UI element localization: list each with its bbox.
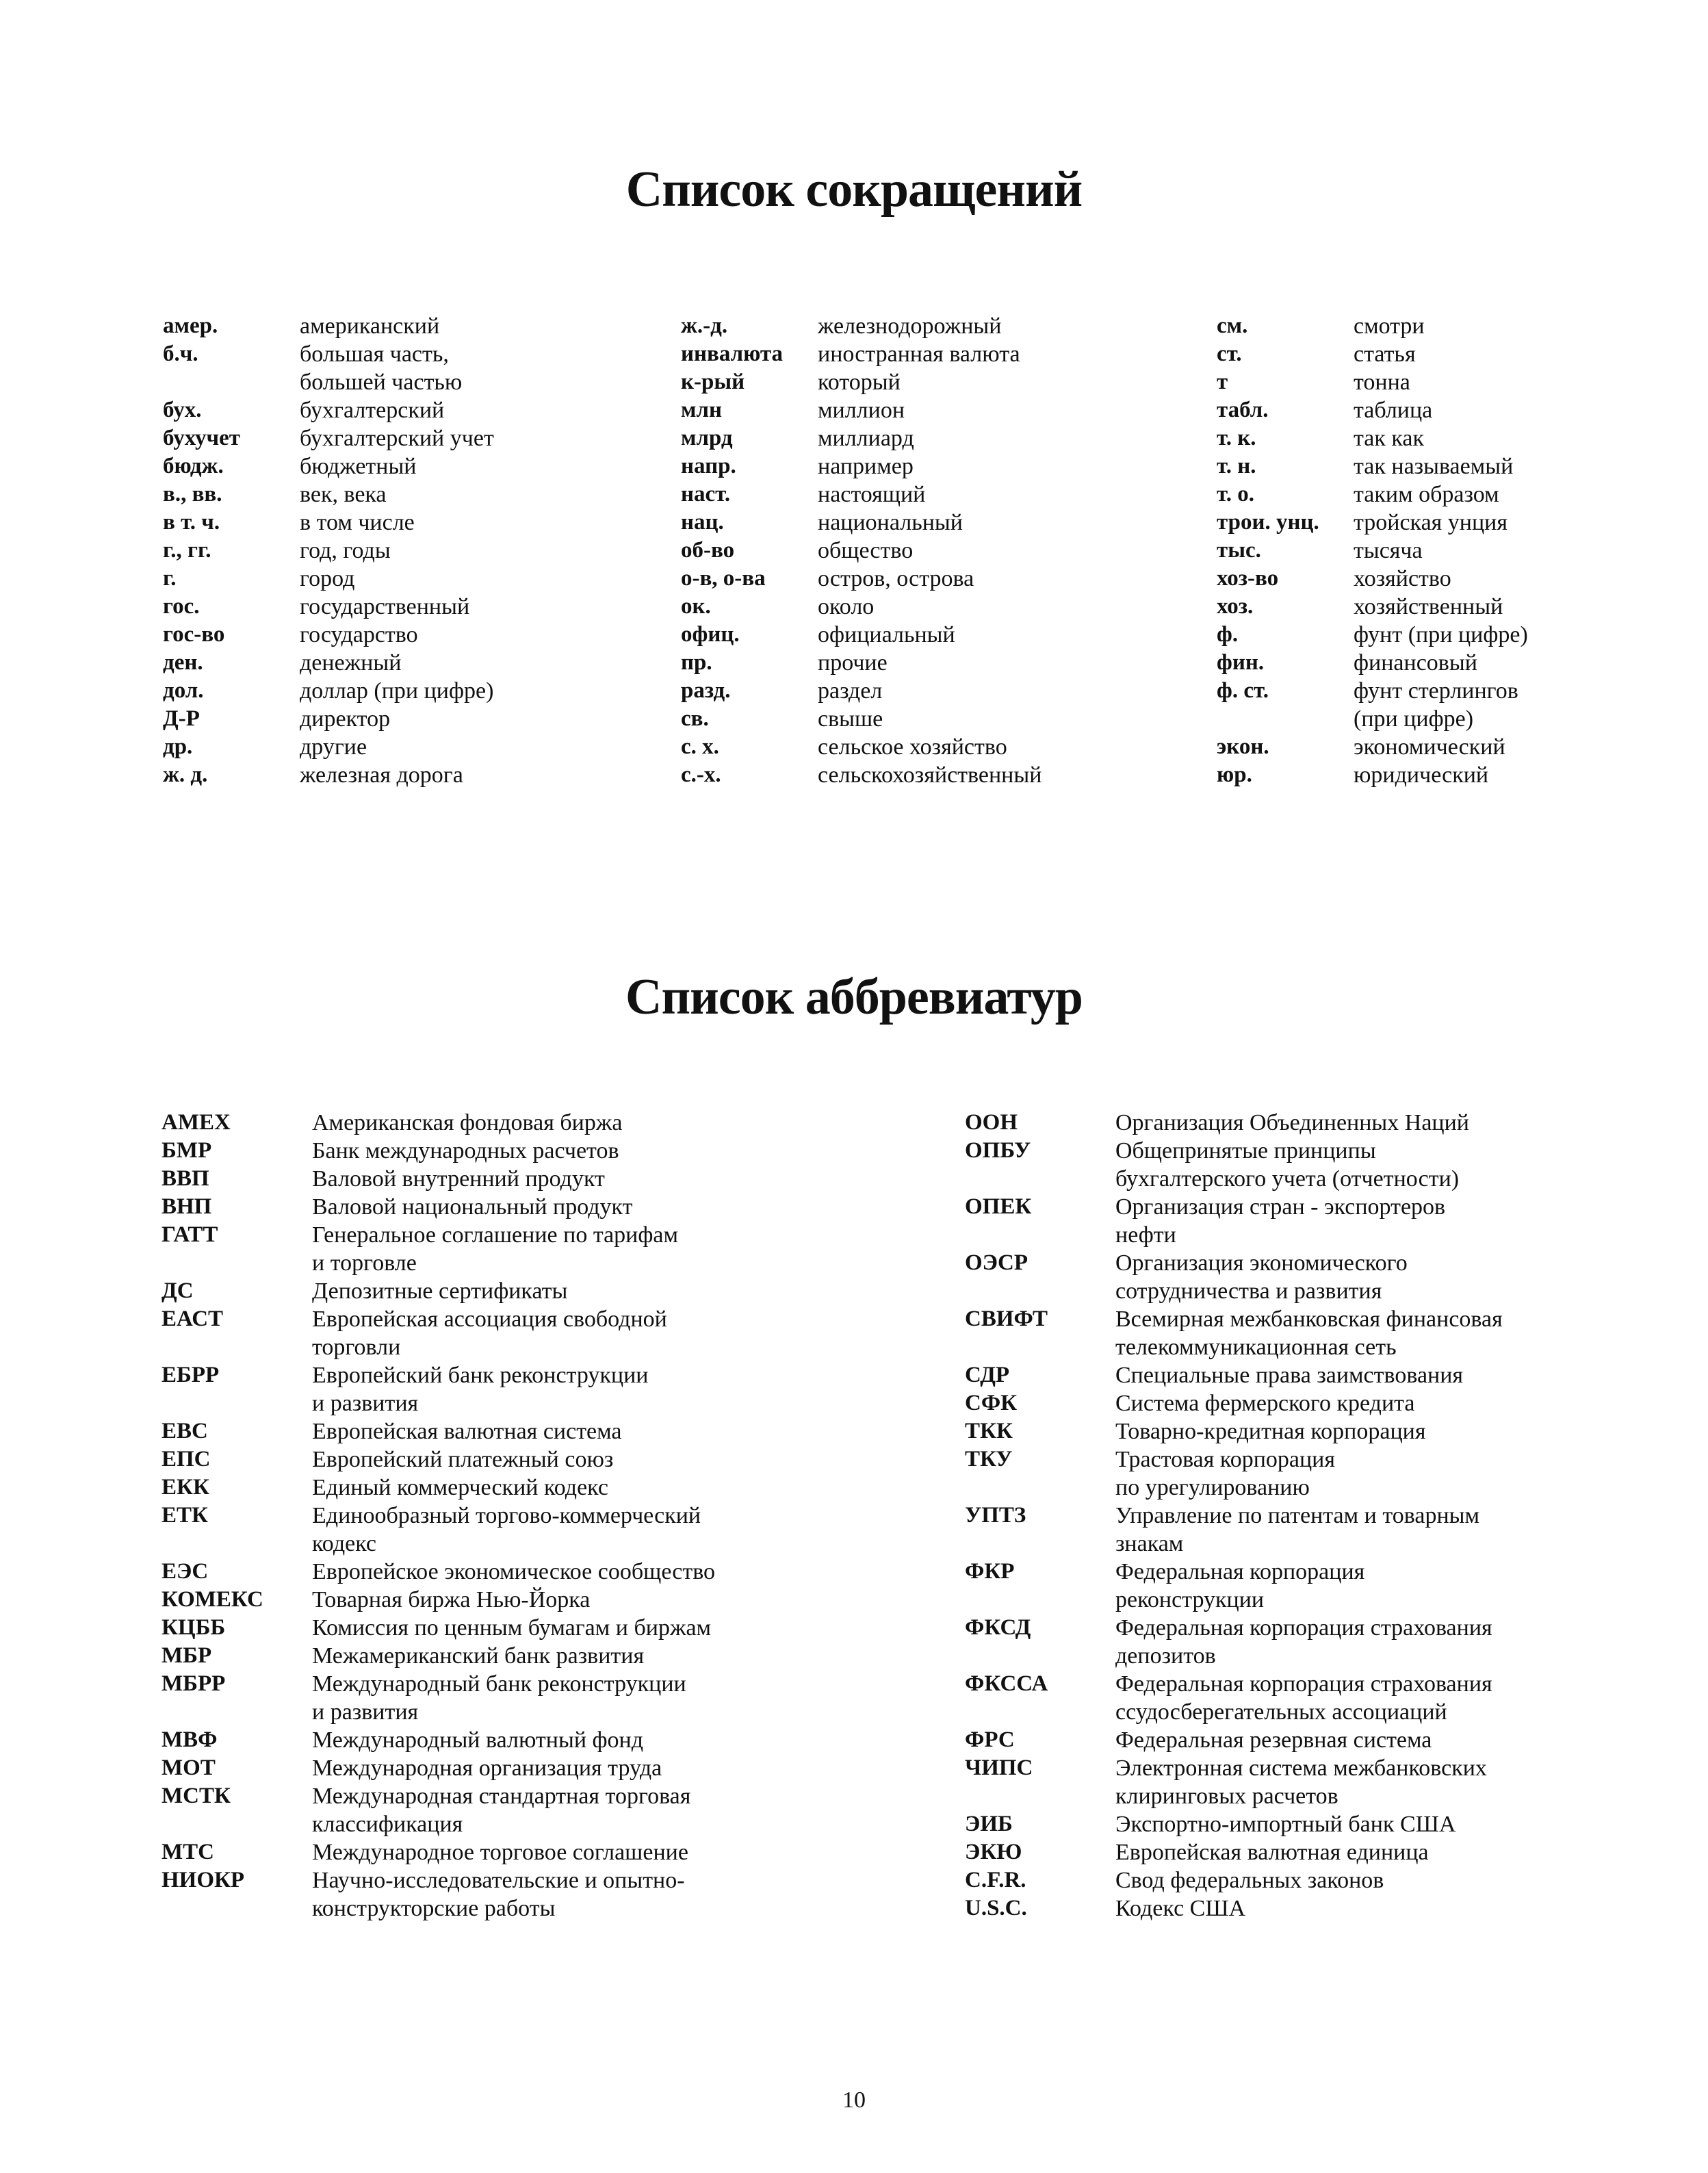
entry-term: г.	[163, 566, 177, 591]
entry-definition: миллиард	[818, 426, 914, 451]
entry-term: ФРС	[965, 1727, 1015, 1752]
entry-definition: Международный банк реконструкции и развития	[312, 1671, 686, 1725]
acronyms-column-2	[965, 1109, 1704, 1923]
entry-definition: настоящий	[818, 482, 926, 507]
entry-definition: Генеральное соглашение по тарифам и торговле	[312, 1222, 679, 1276]
entry-term: ЕБРР	[161, 1363, 220, 1387]
entry-definition: смотри	[1354, 313, 1425, 339]
entry-term: ф.	[1217, 622, 1239, 647]
entry-term: Д-Р	[163, 706, 200, 731]
entry-term: ЕКК	[161, 1475, 209, 1500]
entry-definition: так как	[1354, 426, 1424, 451]
entry-definition: Электронная система межбанковских клиринговых расчетов	[1115, 1756, 1487, 1809]
acronyms-title: Список аббревиатур	[625, 969, 1083, 1025]
entry-definition: около	[818, 594, 875, 619]
entry-term: в., вв.	[163, 482, 222, 506]
entry-term: об-во	[681, 538, 735, 563]
entry-definition: юридический	[1354, 762, 1489, 788]
entry-term: НИОКР	[161, 1868, 245, 1892]
entry-term: см.	[1217, 313, 1248, 338]
abbreviations-column-2	[681, 312, 1201, 789]
entry-definition: Федеральная резервная система	[1115, 1727, 1432, 1753]
entry-definition: век, века	[300, 482, 387, 507]
entry-definition: директор	[300, 706, 391, 732]
entry-term: КОМЕКС	[161, 1587, 263, 1612]
entry-definition: бухгалтерский учет	[300, 426, 494, 451]
entry-definition: Международная организация труда	[312, 1756, 662, 1781]
entry-definition: Европейское экономическое сообщество	[312, 1559, 716, 1584]
entry-term: СФК	[965, 1391, 1018, 1415]
entry-term: св.	[681, 706, 709, 731]
entry-definition: большая часть, большей частью	[300, 342, 463, 395]
entry-definition: другие	[300, 734, 367, 760]
entry-term: др.	[163, 734, 193, 759]
entry-term: ж.-д.	[681, 313, 728, 338]
entry-definition: год, годы	[300, 538, 391, 563]
entry-definition: экономический	[1354, 734, 1505, 760]
entry-term: ЭКЮ	[965, 1840, 1022, 1864]
entry-term: гос-во	[163, 622, 225, 647]
entry-term: C.F.R.	[965, 1868, 1026, 1892]
entry-definition: Товарная биржа Нью-Йорка	[312, 1587, 591, 1612]
entry-term: разд.	[681, 678, 731, 703]
entry-definition: Международный валютный фонд	[312, 1727, 644, 1753]
entry-definition: Всемирная межбанковская финансовая телекоммуникационная сеть	[1115, 1307, 1503, 1360]
entry-term: с.-х.	[681, 762, 721, 787]
entry-definition: иностранная валюта	[818, 342, 1020, 367]
entry-term: ЕЭС	[161, 1559, 209, 1584]
abbreviations-column-1	[163, 312, 669, 789]
entry-definition: Федеральная корпорация страхования депозитов	[1115, 1615, 1492, 1669]
entry-term: пр.	[681, 650, 712, 675]
entry-definition: денежный	[300, 650, 402, 676]
entry-definition: так называемый	[1354, 454, 1514, 479]
entry-definition: раздел	[818, 678, 883, 704]
entry-definition: Федеральная корпорация страхования ссудосберегательных ассоциаций	[1115, 1671, 1492, 1725]
entry-definition: Европейский платежный союз	[312, 1447, 614, 1472]
entry-definition: Товарно-кредитная корпорация	[1115, 1419, 1426, 1444]
entry-definition: железнодорожный	[818, 313, 1002, 339]
entry-term: УПТЗ	[965, 1503, 1026, 1528]
entry-definition: сельскохозяйственный	[818, 762, 1042, 788]
entry-term: КЦББ	[161, 1615, 226, 1640]
entry-definition: официальный	[818, 622, 955, 647]
entry-definition: Свод федеральных законов	[1115, 1868, 1384, 1893]
entry-term: табл.	[1217, 398, 1269, 422]
entry-term: млрд	[681, 426, 733, 450]
entry-definition: Международная стандартная торговая классификация	[312, 1784, 691, 1837]
entry-definition: Общепринятые принципы бухгалтерского учета (отчетности)	[1115, 1138, 1460, 1192]
entry-definition: Международное торговое соглашение	[312, 1840, 688, 1865]
entry-definition: государственный	[300, 594, 470, 619]
entry-definition: Банк международных расчетов	[312, 1138, 619, 1163]
entry-definition: хозяйство	[1354, 566, 1451, 591]
entry-term: хоз.	[1217, 594, 1254, 619]
entry-definition: Европейская валютная система	[312, 1419, 622, 1444]
entry-definition: железная дорога	[300, 762, 463, 788]
entry-term: в т. ч.	[163, 510, 220, 535]
entry-definition: Система фермерского кредита	[1115, 1391, 1415, 1416]
entry-term: напр.	[681, 454, 736, 478]
entry-term: трои. унц.	[1217, 510, 1319, 535]
entry-term: бух.	[163, 398, 202, 422]
entry-term: МВФ	[161, 1727, 218, 1752]
entry-term: гос.	[163, 594, 200, 619]
entry-definition: который	[818, 370, 901, 395]
entry-term: с. х.	[681, 734, 719, 759]
entry-term: дол.	[163, 678, 204, 703]
entry-definition: бухгалтерский	[300, 398, 445, 423]
entry-term: ф. ст.	[1217, 678, 1269, 703]
entry-term: AMEX	[161, 1110, 231, 1135]
entry-term: т. к.	[1217, 426, 1256, 450]
entry-term: ок.	[681, 594, 711, 619]
entry-term: ФКСД	[965, 1615, 1031, 1640]
entry-term: ЕТК	[161, 1503, 208, 1528]
entry-term: ст.	[1217, 342, 1242, 366]
entry-definition: государство	[300, 622, 418, 647]
entry-term: ЧИПС	[965, 1756, 1033, 1780]
entry-definition: Единообразный торгово-коммерческий кодекс	[312, 1503, 701, 1556]
entry-term: к-рый	[681, 370, 745, 394]
entry-definition: Американская фондовая биржа	[312, 1110, 623, 1135]
entry-definition: Организация экономического сотрудничества и развития	[1115, 1250, 1408, 1304]
entry-definition: Организация стран - экспортеров нефти	[1115, 1194, 1446, 1248]
entry-term: бюдж.	[163, 454, 224, 478]
entry-term: бухучет	[163, 426, 240, 450]
entry-term: амер.	[163, 313, 218, 338]
entry-definition: Единый коммерческий кодекс	[312, 1475, 608, 1500]
entry-definition: Межамериканский банк развития	[312, 1643, 645, 1669]
entry-term: ж. д.	[163, 762, 208, 787]
entry-definition: хозяйственный	[1354, 594, 1503, 619]
entry-term: инвалюта	[681, 342, 784, 366]
entry-term: экон.	[1217, 734, 1269, 759]
entry-term: ВНП	[161, 1194, 212, 1219]
abbreviations-title: Список сокращений	[625, 162, 1083, 218]
entry-term: офиц.	[681, 622, 740, 647]
entry-term: тыс.	[1217, 538, 1261, 563]
entry-definition: свыше	[818, 706, 883, 732]
entry-definition: Валовой национальный продукт	[312, 1194, 633, 1220]
entry-definition: Валовой внутренний продукт	[312, 1166, 605, 1192]
entry-term: ОПЕК	[965, 1194, 1032, 1219]
entry-definition: сельское хозяйство	[818, 734, 1007, 760]
entry-term: БМР	[161, 1138, 212, 1163]
entry-term: т	[1217, 370, 1228, 394]
entry-definition: Научно-исследовательские и опытно- конструкторские работы	[312, 1868, 685, 1921]
entry-definition: фунт (при цифре)	[1354, 622, 1528, 647]
entry-term: хоз-во	[1217, 566, 1279, 591]
entry-term: МБРР	[161, 1671, 226, 1696]
entry-term: U.S.C.	[965, 1896, 1027, 1920]
entry-term: МОТ	[161, 1756, 216, 1780]
entry-definition: Европейский банк реконструкции и развития	[312, 1363, 649, 1416]
entry-term: г., гг.	[163, 538, 211, 563]
entry-definition: Организация Объединенных Наций	[1115, 1110, 1470, 1135]
entry-term: ФКР	[965, 1559, 1015, 1584]
entry-definition: Кодекс США	[1115, 1896, 1246, 1921]
entry-definition: город	[300, 566, 355, 591]
entry-term: б.ч.	[163, 342, 198, 366]
entry-term: СВИФТ	[965, 1307, 1048, 1331]
entry-definition: таблица	[1354, 398, 1433, 423]
entry-term: фин.	[1217, 650, 1265, 675]
entry-term: млн	[681, 398, 723, 422]
entry-definition: тонна	[1354, 370, 1410, 395]
entry-definition: фунт стерлингов (при цифре)	[1354, 678, 1518, 732]
entry-definition: Федеральная корпорация реконструкции	[1115, 1559, 1365, 1612]
entry-definition: статья	[1354, 342, 1416, 367]
entry-term: ТКУ	[965, 1447, 1013, 1471]
acronyms-column-1	[161, 1109, 914, 1923]
entry-definition: в том числе	[300, 510, 415, 535]
entry-definition: общество	[818, 538, 914, 563]
entry-term: МТС	[161, 1840, 214, 1864]
entry-term: МБР	[161, 1643, 212, 1668]
entry-term: ЭИБ	[965, 1812, 1013, 1836]
entry-definition: бюджетный	[300, 454, 417, 479]
entry-term: ден.	[163, 650, 203, 675]
entry-term: ТКК	[965, 1419, 1013, 1443]
entry-term: СДР	[965, 1363, 1010, 1387]
entry-definition: тысяча	[1354, 538, 1423, 563]
entry-definition: Управление по патентам и товарным знакам	[1115, 1503, 1479, 1556]
entry-definition: Европейская ассоциация свободной торговли	[312, 1307, 667, 1360]
entry-term: ЕПС	[161, 1447, 211, 1471]
entry-term: ВВП	[161, 1166, 209, 1191]
page-number: 10	[842, 2087, 866, 2113]
entry-term: юр.	[1217, 762, 1252, 787]
entry-term: ЕАСТ	[161, 1307, 224, 1331]
entry-definition: Специальные права заимствования	[1115, 1363, 1464, 1388]
entry-term: о-в, о-ва	[681, 566, 766, 591]
entry-term: наст.	[681, 482, 731, 506]
entry-term: ОПБУ	[965, 1138, 1031, 1163]
entry-definition: национальный	[818, 510, 963, 535]
entry-term: ОЭСР	[965, 1250, 1028, 1275]
entry-term: ДС	[161, 1278, 194, 1303]
entry-term: т. н.	[1217, 454, 1256, 478]
entry-definition: прочие	[818, 650, 888, 676]
entry-term: ГАТТ	[161, 1222, 218, 1247]
entry-definition: остров, острова	[818, 566, 974, 591]
entry-term: ФКССА	[965, 1671, 1048, 1696]
abbreviations-column-3	[1217, 312, 1708, 789]
entry-definition: Комиссия по ценным бумагам и биржам	[312, 1615, 712, 1641]
entry-term: ООН	[965, 1110, 1018, 1135]
entry-definition: тройская унция	[1354, 510, 1508, 535]
entry-definition: Трастовая корпорация по урегулированию	[1115, 1447, 1336, 1500]
entry-definition: Европейская валютная единица	[1115, 1840, 1429, 1865]
entry-term: т. о.	[1217, 482, 1254, 506]
entry-definition: таким образом	[1354, 482, 1499, 507]
entry-definition: Экспортно-импортный банк США	[1115, 1812, 1456, 1837]
entry-definition: доллар (при цифре)	[300, 678, 494, 704]
entry-term: нац.	[681, 510, 724, 535]
entry-definition: Депозитные сертификаты	[312, 1278, 568, 1304]
entry-term: МСТК	[161, 1784, 231, 1808]
entry-definition: например	[818, 454, 914, 479]
entry-definition: финансовый	[1354, 650, 1477, 676]
entry-term: ЕВС	[161, 1419, 208, 1443]
entry-definition: американский	[300, 313, 440, 339]
entry-definition: миллион	[818, 398, 905, 423]
